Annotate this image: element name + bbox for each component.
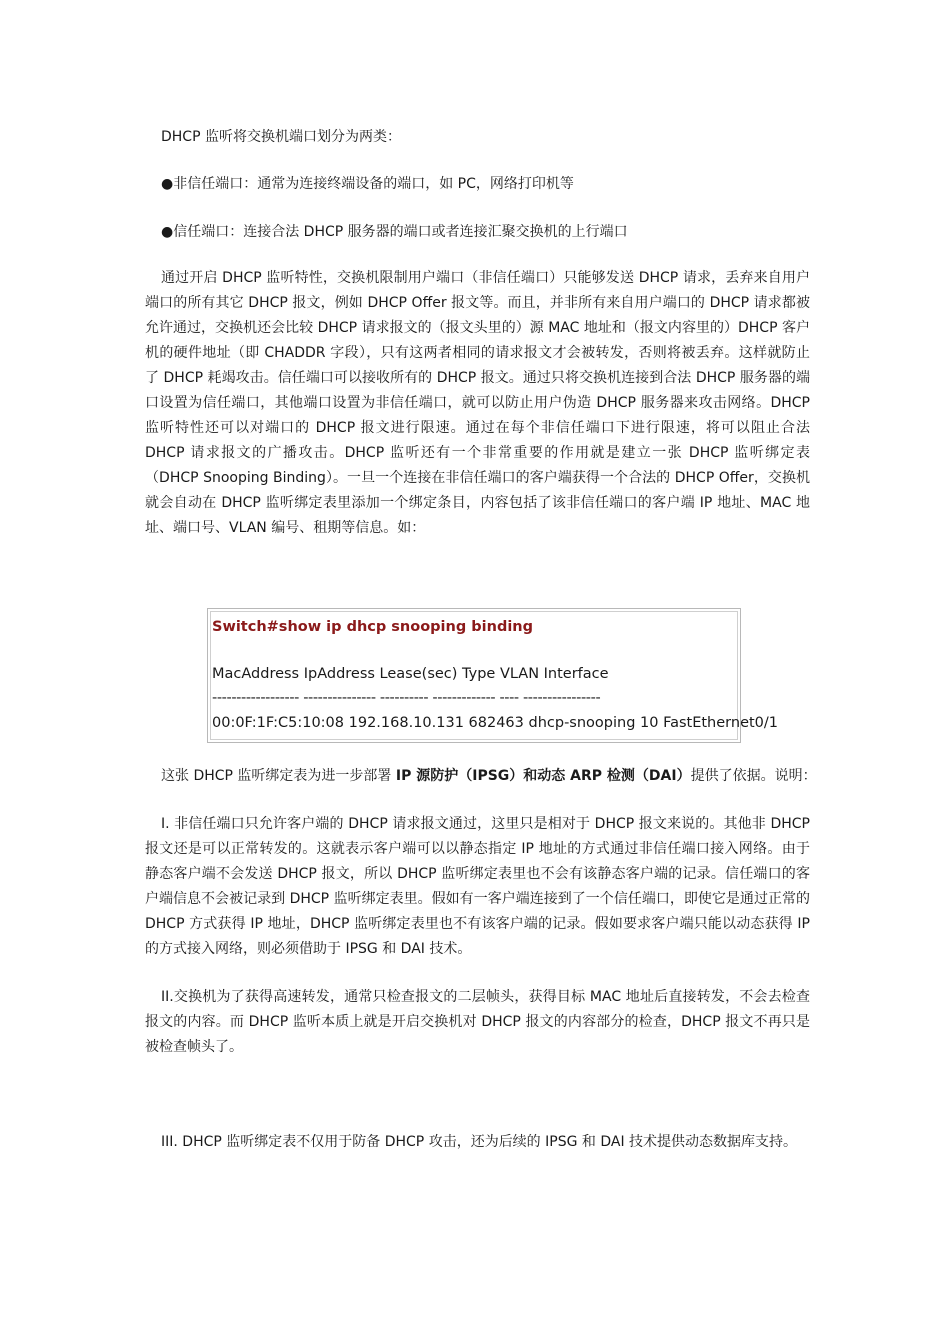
snooping-binding-code-box bbox=[207, 608, 779, 743]
code-table-separator: ------------------ --------------- ---------- ------------- ---- ---------------- bbox=[212, 690, 601, 706]
code-table-header: MacAddress IpAddress Lease(sec) Type VLAN Interface bbox=[212, 666, 609, 682]
bullet-trusted-port: ●信任端口：连接合法 DHCP 服务器的端口或者连接汇聚交换机的上行端口 bbox=[161, 224, 628, 240]
note-3: III. DHCP 监听绑定表不仅用于防备 DHCP 攻击，还为后续的 IPSG 和 DAI 技术提供动态数据库支持。 bbox=[161, 1134, 798, 1150]
main-paragraph: 通过开启 DHCP 监听特性，交换机限制用户端口（非信任端口）只能够发送 DHCP 请求，丢弃来自用户端口的所有其它 DHCP 报文，例如 DHCP Offer 报文等。而且，并非所有来自用户端口的 DHCP 请求都被允许通过，交换机还会比较 DHCP 请求报文的（报文头里的）源 MAC 地址和（报文内容里的）DHCP 客户机的硬件地址（即 CHADDR 字段），只有这两者相同的请求报文才会被转发，否则将被丢弃。这样就防止了 DHCP 耗竭攻击。信任端口可以接收所有的 DHCP 报文。通过只将交换机连接到合法 DHCP 服务器的端口设置为信任端口，其他端口设置为非信任端口，就可以防止用户伪造 DHCP 服务器来攻击网络。DHCP 监听特性还可以对端口的 DHCP 报文进行限速。通过在每个非信任端口下进行限速，将可以阻止合法 DHCP 请求报文的广播攻击。DHCP 监听还有一个非常重要的作用就是建立一张 DHCP 监听绑定表（DHCP Snooping Binding）。一旦一个连接在非信任端口的客户端获得一个合法的 DHCP Offer，交换机就会自动在 DHCP 监听绑定表里添加一个绑定条目，内容包括了该非信任端口的客户端 IP 地址、MAC 地址、端口号、VLAN 编号、租期等信息。如： bbox=[145, 270, 810, 536]
code-table-entry: 00:0F:1F:C5:10:08 192.168.10.131 682463 dhcp-snooping 10 FastEthernet0/1 bbox=[212, 715, 779, 731]
intro-heading: DHCP 监听将交换机端口划分为两类： bbox=[161, 129, 401, 145]
binding-note-bold: IP 源防护（IPSG）和动态 ARP 检测（DAI） bbox=[395, 768, 691, 784]
code-command: Switch#show ip dhcp snooping binding bbox=[212, 619, 533, 635]
binding-note bbox=[161, 766, 817, 786]
note-2: II.交换机为了获得高速转发，通常只检查报文的二层帧头，获得目标 MAC 地址后直接转发，不会去检查报文的内容。而 DHCP 监听本质上就是开启交换机对 DHCP 报文的内容部分的检查，DHCP 报文不再只是被检查帧头了。 bbox=[145, 989, 810, 1055]
binding-note-suffix: 提供了依据。说明： bbox=[690, 768, 817, 784]
bullet-untrusted-port: ●非信任端口：通常为连接终端设备的端口，如 PC，网络打印机等 bbox=[161, 176, 574, 192]
note-1: I. 非信任端口只允许客户端的 DHCP 请求报文通过，这里只是相对于 DHCP 报文来说的。其他非 DHCP 报文还是可以正常转发的。这就表示客户端可以以静态指定 IP 地址的方式通过非信任端口接入网络。由于静态客户端不会发送 DHCP 报文，所以 DHCP 监听绑定表里也不会有该静态客户端的记录。信任端口的客户端信息不会被记录到 DHCP 监听绑定表里。假如有一客户端连接到了一个信任端口，即使它是通过正常的 DHCP 方式获得 IP 地址，DHCP 监听绑定表里也不有该客户端的记录。假如要求客户端只能以动态获得 IP 的方式接入网络，则必须借助于 IPSG 和 DAI 技术。 bbox=[145, 816, 810, 957]
binding-note-prefix: 这张 DHCP 监听绑定表为进一步部署 bbox=[161, 768, 396, 784]
